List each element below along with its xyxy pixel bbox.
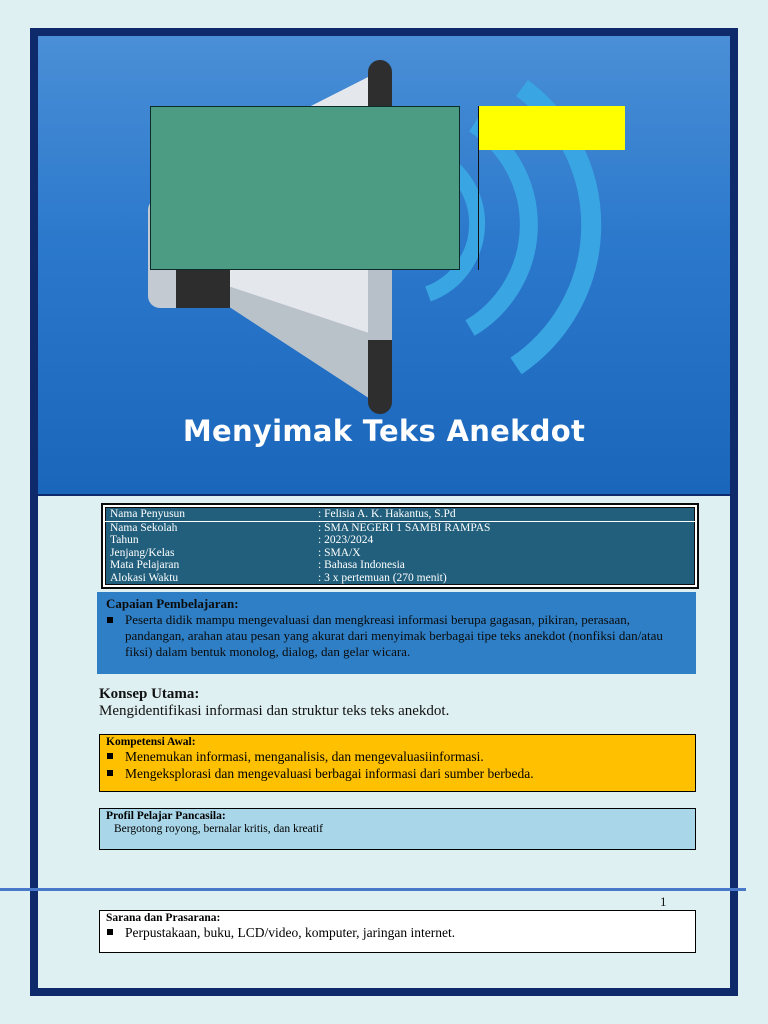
row-label: Jenjang/Kelas (110, 546, 175, 559)
row-label: Nama Sekolah (110, 521, 178, 534)
green-placeholder-box (150, 106, 460, 270)
kompetensi-title: Kompetensi Awal: (106, 736, 196, 748)
table-row (106, 559, 695, 572)
konsep-section (99, 686, 699, 720)
row-value: : 3 x pertemuan (270 menit) (318, 571, 447, 584)
row-value: : 2023/2024 (318, 534, 374, 546)
row-value: : SMA/X (318, 546, 361, 559)
bullet-icon (107, 770, 113, 776)
list-item (106, 765, 689, 782)
profil-title: Profil Pelajar Pancasila: (106, 810, 226, 822)
list-item (106, 748, 689, 765)
cover-image (38, 36, 730, 496)
profil-text: Bergotong royong, bernalar kritis, dan kreatif (114, 823, 323, 835)
identity-table-grid (105, 507, 695, 585)
row-label: Nama Penyusun (106, 508, 315, 522)
kompetensi-item: Menemukan informasi, menganalisis, dan mengevaluasiinformasi. (125, 749, 484, 764)
sarana-section (99, 910, 696, 953)
cover-title: Menyimak Teks Anekdot (182, 414, 586, 448)
row-label: Mata Pelajaran (110, 559, 180, 571)
bullet-icon (107, 929, 113, 935)
bullet-icon (107, 753, 113, 759)
capaian-text: Peserta didik mampu mengevaluasi dan mengkreasi informasi berupa gagasan, pikiran, perasaan, pandangan, arahan atau pesan yang akurat dari menyimak berbagai tipe teks anekdot (nonfiksi dan/atau fiksi) dalam bentuk monolog, dialog, dan gelar wicara. (125, 612, 663, 659)
row-value: : SMA NEGERI 1 SAMBI RAMPAS (318, 521, 491, 534)
row-value: : Bahasa Indonesia (318, 559, 405, 571)
capaian-title: Capaian Pembelajaran: (106, 596, 239, 611)
konsep-text: Mengidentifikasi informasi dan struktur teks teks anekdot. (99, 703, 450, 719)
yellow-placeholder-box (479, 106, 625, 150)
sarana-item: Perpustakaan, buku, LCD/video, komputer, jaringan internet. (125, 925, 456, 940)
page-number: 1 (660, 894, 667, 909)
sarana-title: Sarana dan Prasarana: (106, 912, 221, 924)
table-row (106, 572, 695, 585)
page-break-line (0, 888, 746, 891)
row-value: : Felisia A. K. Hakantus, S.Pd (314, 508, 695, 522)
kompetensi-item: Mengeksplorasi dan mengevaluasi berbagai informasi dari sumber berbeda. (125, 766, 534, 781)
list-item (106, 924, 689, 941)
kompetensi-section (99, 734, 696, 792)
row-label: Tahun (110, 534, 139, 546)
table-row (106, 534, 695, 547)
bullet-icon (107, 617, 113, 623)
konsep-title: Konsep Utama: (99, 686, 200, 702)
row-label: Alokasi Waktu (110, 571, 179, 584)
identity-table (101, 503, 699, 589)
table-row (106, 547, 695, 560)
capaian-section (97, 592, 696, 674)
list-item (106, 612, 688, 660)
table-row (106, 508, 695, 522)
profil-section (99, 808, 696, 850)
table-row (106, 521, 695, 534)
